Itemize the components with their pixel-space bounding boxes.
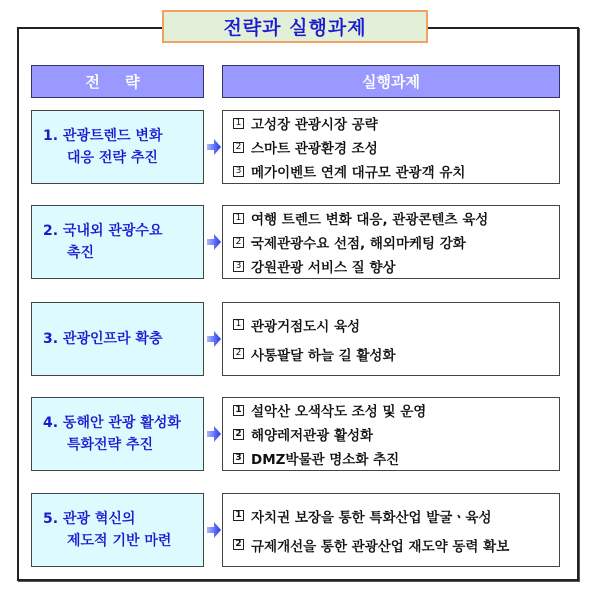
action-text: 관광거점도시 육성 [251, 318, 361, 335]
strategy-label-line1: 1. 관광트렌드 변화 [43, 128, 163, 144]
strategy-column-header: 전 략 [31, 65, 204, 98]
action-item [233, 206, 559, 230]
number-box-icon: 1 [233, 118, 244, 129]
strategy-box-2 [31, 205, 204, 279]
action-item [233, 254, 559, 278]
strategy-label-line1: 5. 관광 혁신의 [43, 511, 136, 527]
strategy-label-line2: 특화전략 추진 [67, 437, 154, 453]
action-item [233, 159, 559, 183]
action-text: 규제개선을 통한 관광산업 재도약 동력 확보 [251, 538, 510, 555]
number-box-icon: 1 [233, 213, 244, 224]
number-box-icon: 2 [233, 348, 244, 359]
action-item [233, 230, 559, 254]
actions-column-header: 실행과제 [222, 65, 560, 98]
action-text: 메가이벤트 연계 대규모 관광객 유치 [251, 165, 466, 181]
action-text: 사통팔달 하늘 길 활성화 [251, 347, 396, 364]
number-box-icon: 2 [233, 142, 244, 153]
action-item [233, 135, 559, 159]
action-box-4 [222, 397, 560, 471]
action-text: 해양레저관광 활성화 [251, 428, 374, 444]
action-box-2 [222, 205, 560, 279]
action-item [233, 111, 559, 135]
action-text: 여행 트렌드 변화 대응, 관광콘텐츠 육성 [251, 212, 489, 228]
action-text: 자치권 보장을 통한 특화산업 발굴ㆍ육성 [251, 509, 492, 526]
action-item [233, 398, 559, 422]
strategy-label-line2: 대응 전략 추진 [67, 150, 158, 166]
action-item [233, 446, 559, 470]
strategy-box-3 [31, 302, 204, 376]
action-item [233, 530, 559, 559]
action-box-3 [222, 302, 560, 376]
action-text: 국제관광수요 선점, 해외마케팅 강화 [251, 236, 466, 252]
right-arrow-icon [207, 522, 221, 538]
strategy-label-line1: 3. 관광인프라 확충 [43, 331, 163, 347]
action-box-1 [222, 110, 560, 184]
number-box-icon: 1 [233, 405, 244, 416]
strategy-box-4 [31, 397, 204, 471]
number-box-icon: 3 [233, 261, 244, 272]
action-text: 설악산 오색삭도 조성 및 운영 [251, 404, 427, 420]
action-text: 스마트 관광환경 조성 [251, 141, 378, 157]
right-arrow-icon [207, 234, 221, 250]
strategy-label-line2: 제도적 기반 마련 [67, 533, 172, 549]
strategy-label-line1: 2. 국내외 관광수요 [43, 223, 163, 239]
action-text: 강원관광 서비스 질 향상 [251, 260, 396, 276]
action-text: 고성장 관광시장 공략 [251, 117, 378, 133]
number-box-icon: 3 [233, 166, 244, 177]
action-item [233, 339, 559, 368]
right-arrow-icon [207, 426, 221, 442]
number-box-icon: 2 [233, 539, 244, 550]
diagram-title: 전략과 실행과제 [162, 10, 428, 43]
number-box-icon: 1 [233, 510, 244, 521]
number-box-icon: 2 [233, 237, 244, 248]
action-item [233, 310, 559, 339]
right-arrow-icon [207, 331, 221, 347]
strategy-label-line2: 촉진 [67, 245, 95, 261]
strategy-box-1 [31, 110, 204, 184]
right-arrow-icon [207, 139, 221, 155]
action-text: DMZ박물관 명소화 추진 [251, 452, 400, 468]
number-box-icon: 1 [233, 319, 244, 330]
number-box-icon: 2 [233, 429, 244, 440]
action-box-5 [222, 493, 560, 567]
strategy-box-5 [31, 493, 204, 567]
number-box-icon: 3 [233, 453, 244, 464]
action-item [233, 501, 559, 530]
strategy-label-line1: 4. 동해안 관광 활성화 [43, 415, 181, 431]
action-item [233, 422, 559, 446]
